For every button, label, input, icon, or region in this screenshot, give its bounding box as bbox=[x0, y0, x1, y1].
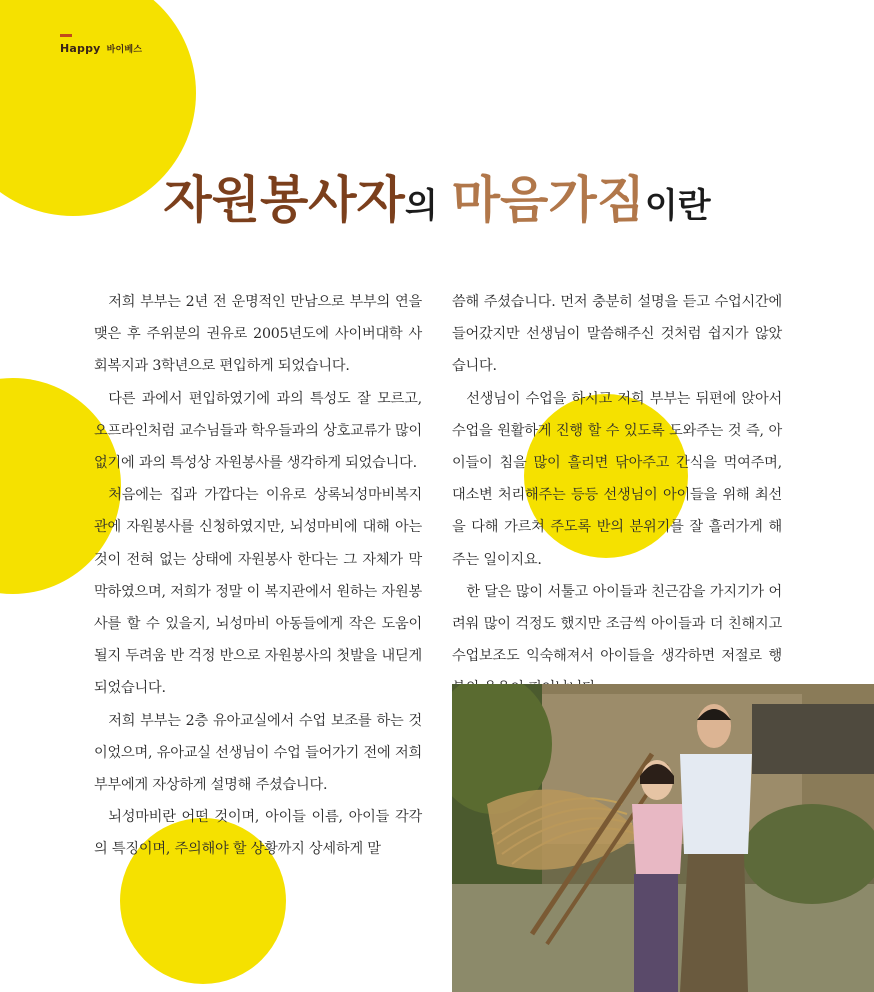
title-part-1: 자원봉사자 bbox=[163, 170, 405, 229]
paragraph: 처음에는 집과 가깝다는 이유로 상록뇌성마비복지관에 자원봉사를 신청하였지만, 뇌성마비에 대해 아는 것이 전혀 없는 상태에 자원봉사 한다는 그 자체가 막막하였으며, 저희가 정말 이 복지관에서 원하는 자원봉사를 할 수 있을지, 뇌성마비 아동들에게 작은 도움이 될지 두려움 반 걱정 반으로 자원봉사의 첫발을 내딛게 되었습니다. bbox=[94, 487, 422, 697]
paragraph: 저희 부부는 2층 유아교실에서 수업 보조를 하는 것이었으며, 유아교실 선생님이 수업 들어가기 전에 저희 부부에게 자상하게 설명해 주셨습니다. bbox=[94, 712, 422, 794]
title-part-3: 마음가짐 bbox=[451, 170, 645, 229]
photo-illustration bbox=[452, 684, 874, 992]
paragraph: 다른 과에서 편입하였기에 과의 특성도 잘 모르고, 오프라인처럼 교수님들과 학우들과의 상호교류가 많이 없기에 과의 특성상 자원봉사를 생각하게 되었습니다. bbox=[94, 390, 422, 472]
paragraph-continued: 씀해 주셨습니다. 먼저 충분히 설명을 듣고 수업시간에 들어갔지만 선생님이 말씀해주신 것처럼 쉽지가 않았습니다. bbox=[452, 294, 782, 375]
title-part-4: 이란 bbox=[644, 186, 711, 226]
right-column bbox=[452, 286, 782, 705]
brand-english: Happy bbox=[60, 42, 101, 55]
title-part-2: 의 bbox=[404, 186, 438, 226]
paragraph: 선생님이 수업을 하시고 저희 부부는 뒤편에 앉아서 수업을 원활하게 진행 할 수 있도록 도와주는 것 즉, 아이들이 침을 많이 흘리면 닦아주고 간식을 먹여주며, 대소변 처리해주는 등등 선생님이 아이들을 위해 최선을 다해 가르쳐 주도록 반의 분위기를 잘 흘러가게 해주는 일이지요. bbox=[452, 390, 782, 568]
brand-korean: 바이베스 bbox=[106, 45, 143, 55]
paragraph: 뇌성마비란 어떤 것이며, 아이들 이름, 아이들 각각의 특징이며, 주의해야 할 상황까지 상세하게 말 bbox=[94, 809, 422, 858]
article-title bbox=[0, 160, 874, 246]
left-column bbox=[94, 286, 422, 866]
paragraph: 한 달은 많이 서툴고 아이들과 친근감을 가지기가 어려워 많이 걱정도 했지만 조금씩 아이들과 더 친해지고 수업보조도 익숙해져서 아이들을 생각하면 저절로 행 bbox=[452, 583, 782, 665]
brand-accent-bar bbox=[60, 34, 72, 37]
brand-label bbox=[60, 42, 142, 55]
section-brand bbox=[60, 34, 142, 55]
paragraph: 저희 부부는 2년 전 운명적인 만남으로 부부의 연을 맺은 후 주위분의 권유로 2005년도에 사이버대학 사회복지과 3학년으로 편입하게 되었습니다. bbox=[94, 294, 422, 375]
volunteer-couple-photo bbox=[452, 684, 874, 992]
